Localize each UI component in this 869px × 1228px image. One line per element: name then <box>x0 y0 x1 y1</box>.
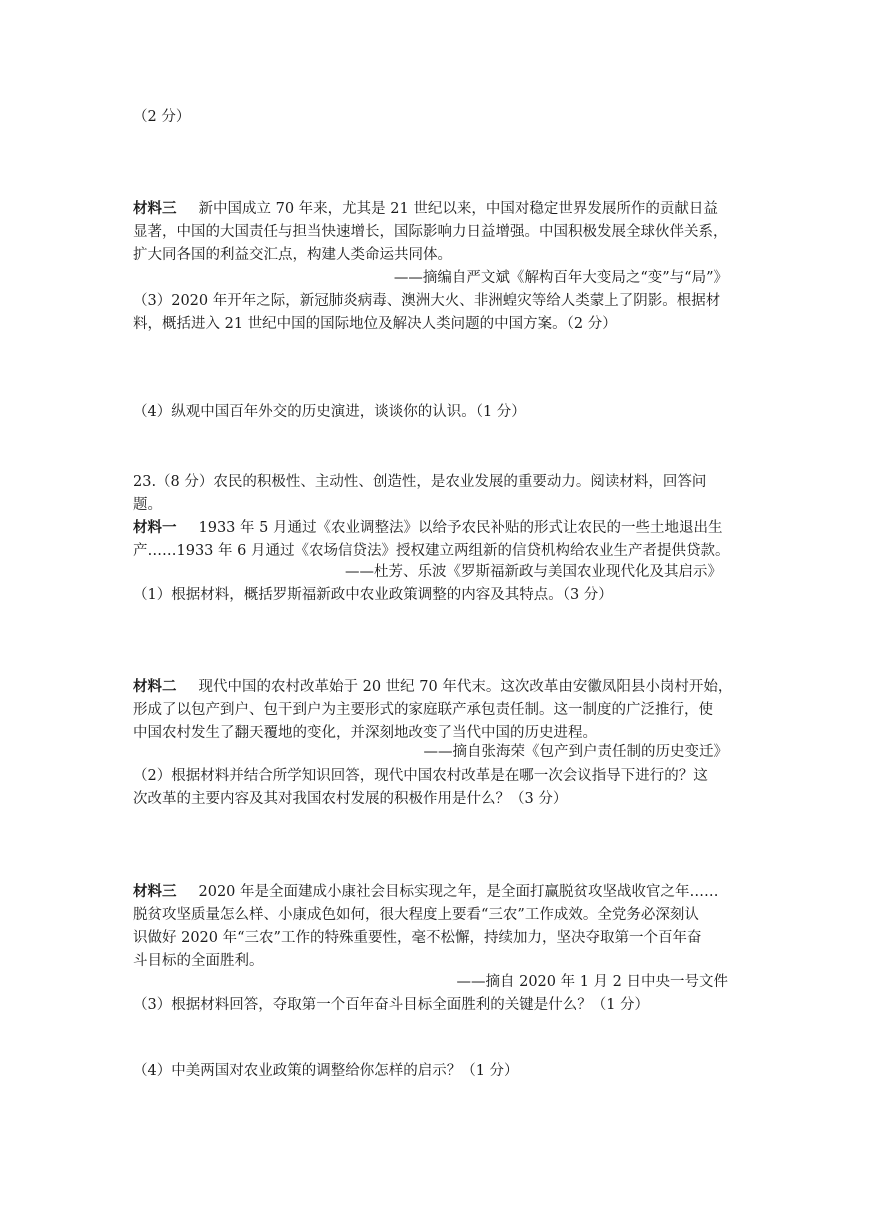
question-text: （4）中美两国对农业政策的调整给你怎样的启示？（1 分） <box>133 1063 519 1079</box>
question-text: 料，概括进入 21 世纪中国的国际地位及解决人类问题的中国方案。（2 分） <box>133 316 617 332</box>
question-text: （1）根据材料，概括罗斯福新政中农业政策调整的内容及其特点。（3 分） <box>133 587 613 603</box>
material-text-line: 脱贫攻坚质量怎么样、小康成色如何，很大程度上要看“三农”工作成效。全党务必深刻认 <box>133 907 699 923</box>
material-source: ——摘自 2020 年 1 月 2 日中央一号文件 <box>456 974 728 990</box>
material-label: 材料二 <box>133 679 177 695</box>
question-stem: 23.（8 分）农民的积极性、主动性、创造性，是农业发展的重要动力。阅读材料，回答问 <box>133 474 707 490</box>
material-text-line: 斗目标的全面胜利。 <box>133 953 264 969</box>
material-text: 现代中国的农村改革始于 20 世纪 70 年代末。这次改革由安徽凤阳县小岗村开始， <box>198 679 733 695</box>
score-note: （2 分） <box>133 109 191 125</box>
question-text: （3）根据材料回答，夺取第一个百年奋斗目标全面胜利的关键是什么？（1 分） <box>133 997 650 1013</box>
material-text-line: 中国农村发生了翻天覆地的变化，并深刻地改变了当代中国的历史进程。 <box>133 725 597 741</box>
material-text-line: 产……1933 年 6 月通过《农场信贷法》授权建立两组新的信贷机构给农业生产者提供贷款。 <box>133 543 730 559</box>
material-text: 新中国成立 70 年来，尤其是 21 世纪以来，中国对稳定世界发展所作的贡献日益 <box>198 201 718 217</box>
material-label: 材料一 <box>133 520 177 536</box>
material-paragraph <box>133 518 722 538</box>
material-source: ——摘编自严文斌《解构百年大变局之“变”与“局”》 <box>393 270 728 286</box>
material-source: ——杜芳、乐波《罗斯福新政与美国农业现代化及其启示》 <box>345 564 722 580</box>
material-label: 材料三 <box>133 884 177 900</box>
material-paragraph <box>133 199 718 219</box>
question-text: 次改革的主要内容及其对我国农村发展的积极作用是什么？（3 分） <box>133 791 568 807</box>
material-source: ——摘自张海荣《包产到户责任制的历史变迁》 <box>423 744 728 760</box>
material-text: 1933 年 5 月通过《农业调整法》以给予农民补贴的形式让农民的一些土地退出生 <box>198 520 723 536</box>
material-text: 2020 年是全面建成小康社会目标实现之年，是全面打赢脱贫攻坚战收官之年…… <box>198 884 719 900</box>
material-paragraph <box>133 882 719 902</box>
material-text-line: 识做好 2020 年“三农”工作的特殊重要性，毫不松懈，持续加力，坚决夺取第一个百年奋 <box>133 930 702 946</box>
question-text: （4）纵观中国百年外交的历史演进，谈谈你的认识。（1 分） <box>133 404 526 420</box>
material-text-line: 扩大同各国的利益交汇点，构建人类命运共同体。 <box>133 247 452 263</box>
material-label: 材料三 <box>133 201 177 217</box>
material-text-line: 显著，中国的大国责任与担当快速增长，国际影响力日益增强。中国积极发展全球伙伴关系， <box>133 224 728 240</box>
question-text: （3）2020 年开年之际，新冠肺炎病毒、澳洲大火、非洲蝗灾等给人类蒙上了阴影。根据材 <box>133 293 721 309</box>
question-stem: 题。 <box>133 497 162 513</box>
material-paragraph <box>133 677 732 697</box>
question-text: （2）根据材料并结合所学知识回答，现代中国农村改革是在哪一次会议指导下进行的？这 <box>133 768 708 784</box>
material-text-line: 形成了以包产到户、包干到户为主要形式的家庭联产承包责任制。这一制度的广泛推行，使 <box>133 702 713 718</box>
